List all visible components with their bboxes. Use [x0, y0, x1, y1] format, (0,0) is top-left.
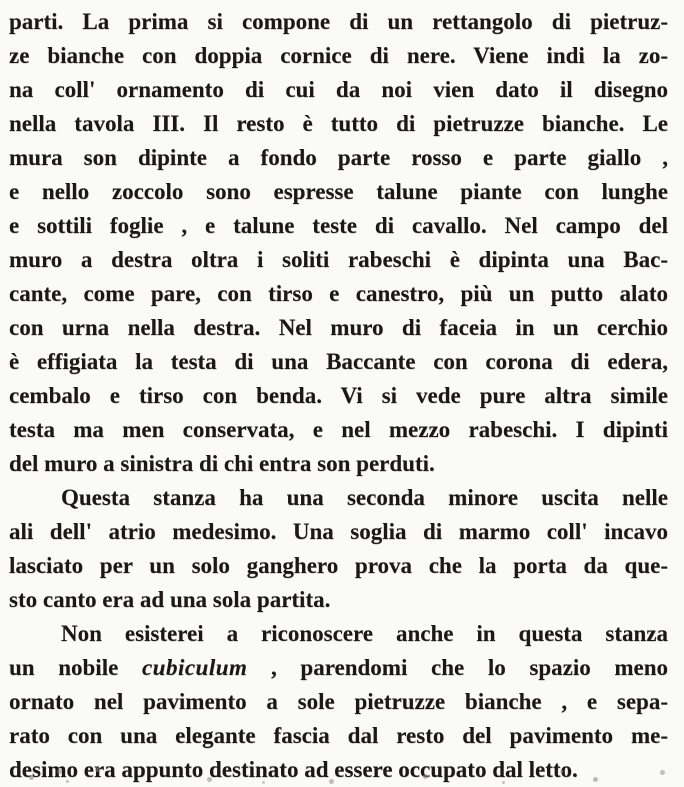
text-line	[9, 447, 668, 481]
text-line	[9, 39, 668, 73]
text-line	[9, 617, 668, 651]
text-line	[9, 345, 668, 379]
text-line	[9, 209, 668, 243]
text-line	[9, 753, 668, 787]
text-line	[9, 651, 668, 685]
text-line	[9, 515, 668, 549]
text-run: è effigiata la testa di una Baccante con corona di edera,	[9, 349, 668, 374]
text-line	[9, 243, 668, 277]
text-run: desimo era appunto destinato ad essere occupato dal letto.	[9, 757, 578, 782]
text-line	[9, 481, 668, 515]
text-line	[9, 549, 668, 583]
text-line	[9, 175, 668, 209]
text-line	[9, 685, 668, 719]
text-line	[9, 73, 668, 107]
text-run: testa ma men conservata, e nel mezzo rabeschi. I dipinti	[9, 417, 668, 442]
text-run: un nobile	[9, 655, 142, 680]
text-line	[9, 413, 668, 447]
text-run: muro a destra oltra i soliti rabeschi è dipinta una Bac-	[9, 247, 668, 272]
scan-noise-speckles	[0, 0, 3, 3]
italic-latin-term: cubiculum	[141, 655, 248, 680]
text-run: rato con una elegante fascia dal resto del pavimento me-	[9, 723, 668, 748]
text-run: e nello zoccolo sono espresse talune piante con lunghe	[9, 179, 668, 204]
text-line	[9, 5, 668, 39]
text-line	[9, 141, 668, 175]
text-line	[9, 583, 668, 617]
text-line	[9, 719, 668, 753]
text-run: del muro a sinistra di chi entra son perduti.	[9, 451, 435, 476]
text-run: nella tavola III. Il resto è tutto di pietruzze bianche. Le	[9, 111, 668, 136]
text-run: e sottili foglie , e talune teste di cavallo. Nel campo del	[9, 213, 668, 238]
text-run: parti. La prima si compone di un rettangolo di pietruz-	[9, 9, 668, 34]
page-text	[9, 5, 668, 787]
text-run: na coll' ornamento di cui da noi vien dato il disegno	[9, 77, 668, 102]
text-line	[9, 277, 668, 311]
text-run: cembalo e tirso con benda. Vi si vede pure altra simile	[9, 383, 668, 408]
text-run: , parendomi che lo spazio meno	[247, 655, 669, 680]
text-run: ali dell' atrio medesimo. Una soglia di marmo coll' incavo	[9, 519, 668, 544]
text-line	[9, 311, 668, 345]
text-line	[9, 379, 668, 413]
text-run: sto canto era ad una sola partita.	[9, 587, 331, 612]
text-run: lasciato per un solo ganghero prova che la porta da que-	[9, 553, 668, 578]
text-run: Questa stanza ha una seconda minore uscita nelle	[61, 485, 668, 510]
text-run: ze bianche con doppia cornice di nere. Viene indi la zo-	[9, 43, 668, 68]
text-run: ornato nel pavimento a sole pietruzze bianche , e sepa-	[9, 689, 668, 714]
text-run: mura son dipinte a fondo parte rosso e parte giallo ,	[9, 145, 668, 170]
text-run: cante, come pare, con tirso e canestro, più un putto alato	[9, 281, 668, 306]
text-line	[9, 107, 668, 141]
text-run: Non esisterei a riconoscere anche in questa stanza	[61, 621, 668, 646]
text-run: con urna nella destra. Nel muro di faceia in un cerchio	[9, 315, 668, 340]
